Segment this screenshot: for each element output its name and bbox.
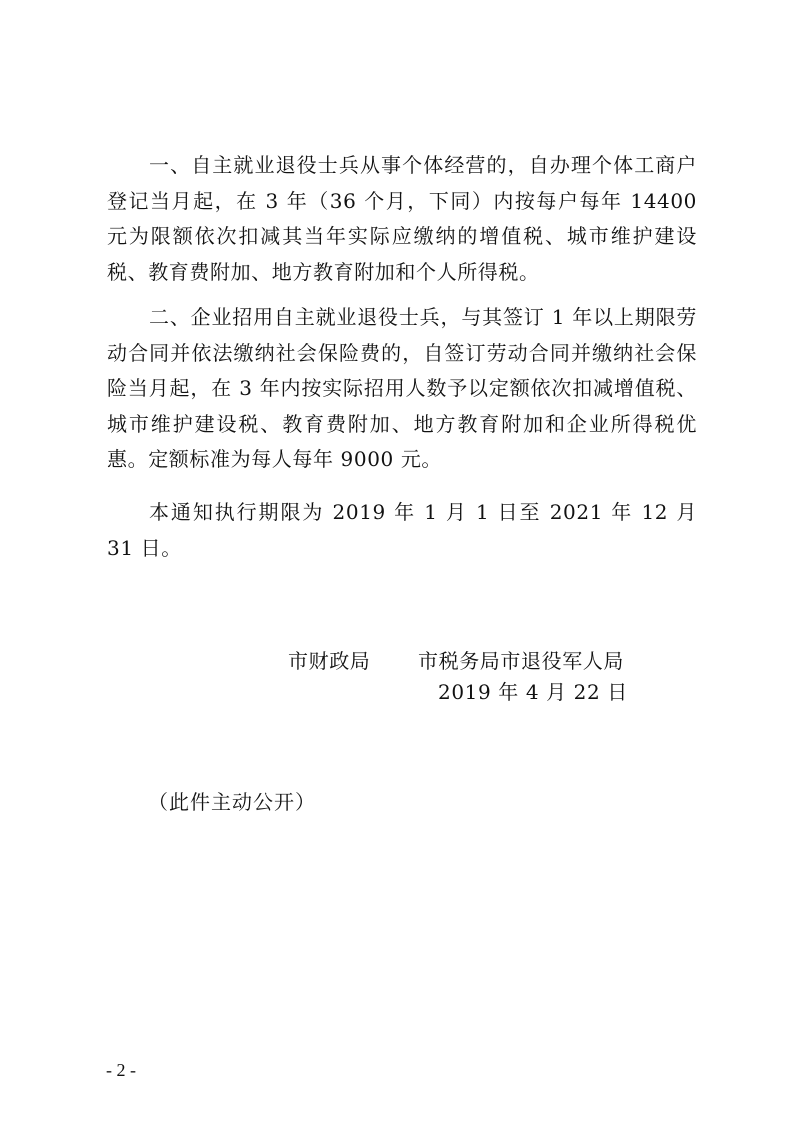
signature-tax-veterans-bureau: 市税务局市退役军人局: [418, 649, 624, 673]
signature-finance-bureau: 市财政局: [288, 649, 371, 673]
disclosure-note: （此件主动公开）: [148, 790, 316, 814]
paragraph-enterprise-hiring: 二、企业招用自主就业退役士兵，与其签订 1 年以上期限劳动合同并依法缴纳社会保险费的，自签订劳动合同并缴纳社会保险当月起，在 3 年内按实际招用人数予以定额依次扣减增值税、城市维护建设税、教育费附加、地方教育附加和企业所得税优惠。定额标准为每人每年 9000 元。: [107, 305, 697, 471]
page-number: - 2 -: [106, 1060, 136, 1080]
paragraph-validity-period: 本通知执行期限为 2019 年 1 月 1 日至 2021 年 12 月 31 日。: [107, 500, 697, 560]
signature-date: 2019 年 4 月 22 日: [438, 680, 628, 704]
paragraph-self-employment: 一、自主就业退役士兵从事个体经营的，自办理个体工商户登记当月起，在 3 年（36 个月，下同）内按每户每年 14400 元为限额依次扣减其当年实际应缴纳的增值税、城市维护建设税、教育费附加、地方教育附加和个人所得税。: [107, 153, 697, 284]
